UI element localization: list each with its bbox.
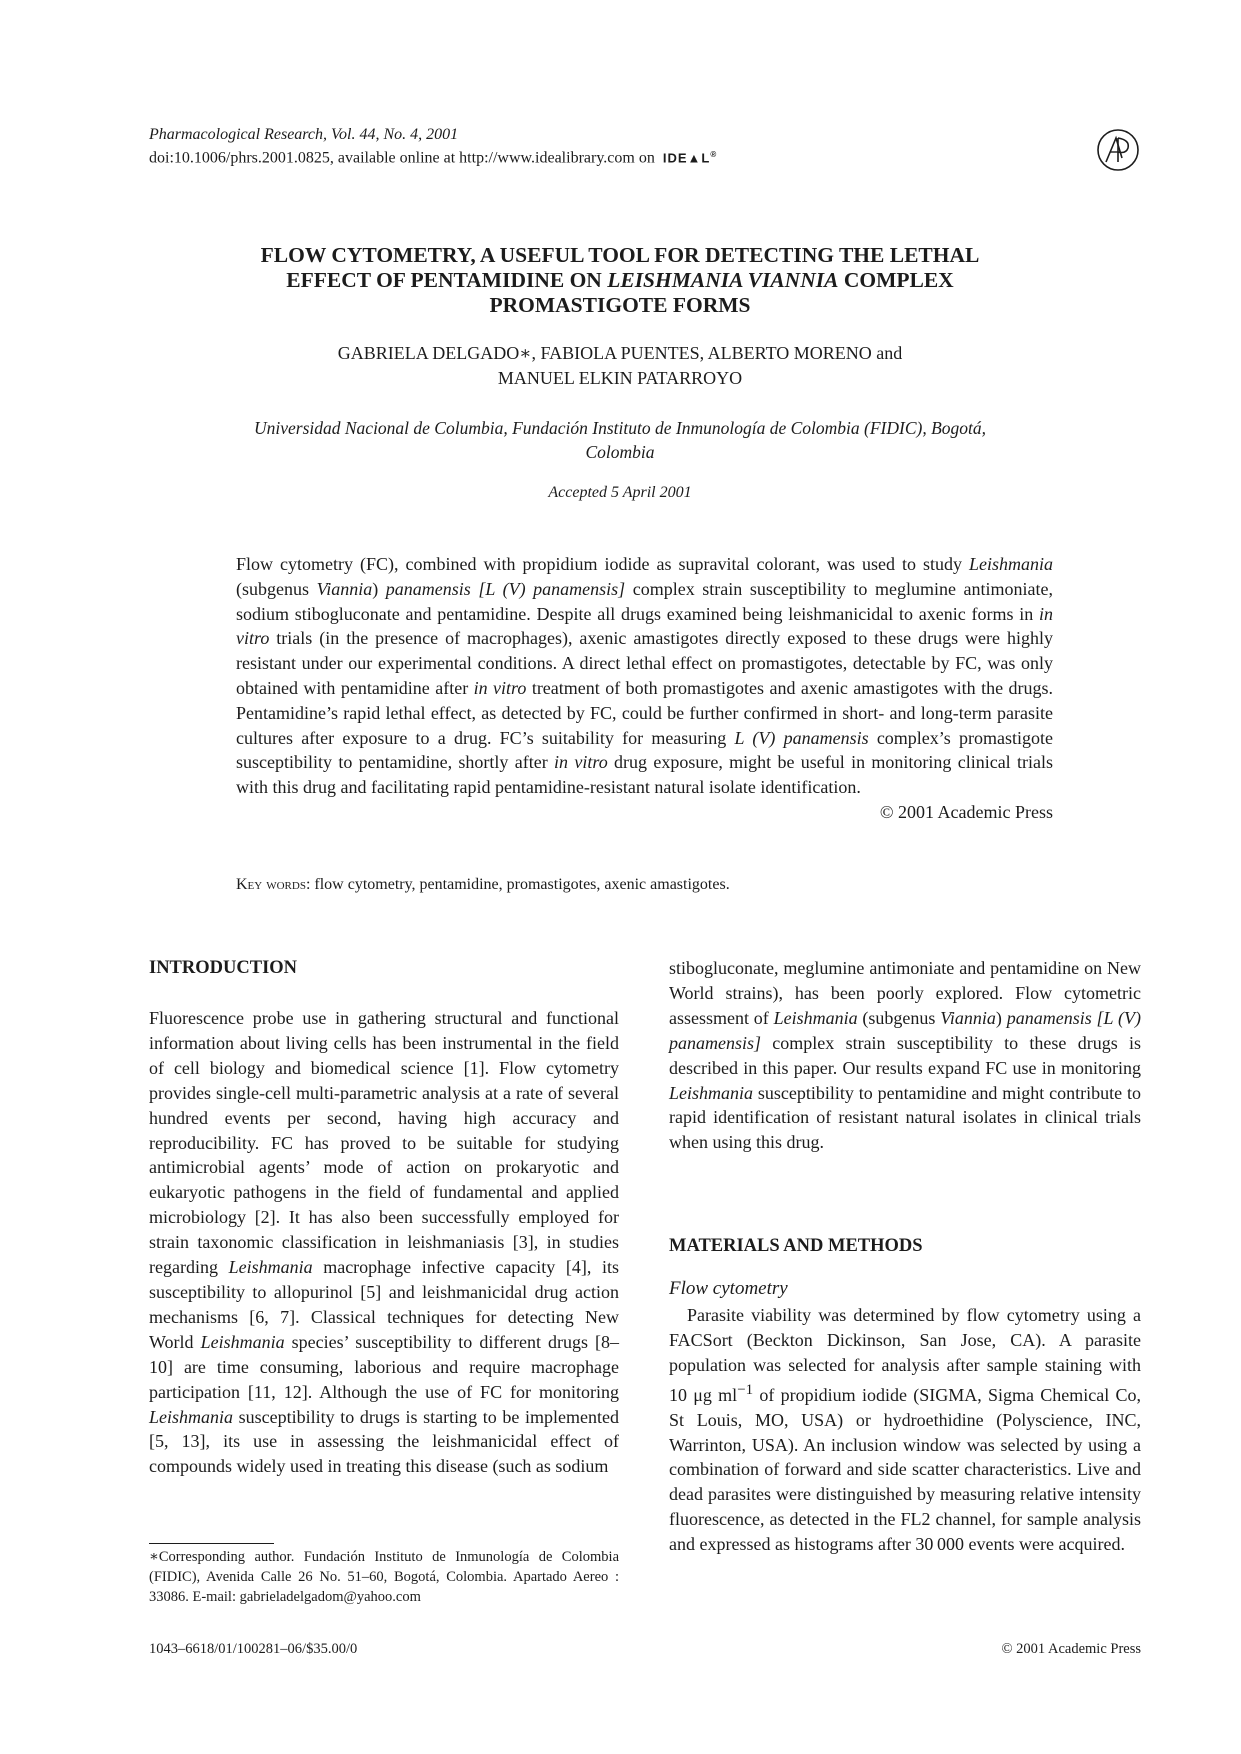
doi-text: doi:10.1006/phrs.2001.0825, available online at http://www.idealibrary.com on (149, 149, 655, 167)
introduction-paragraph: Fluorescence probe use in gathering structural and functional information about living cells has been instrumental in the field of cell biology and biomedical science [1]. Flow cytometry provides single-cell multi-parametric analysis at a rate of several hundred events per second, having high accuracy and reproducibility. FC has proved to be suitable for studying antimicrobial agents’ mode of action on prokaryotic and eukaryotic pathogens in the field of fundamental and applied microbiology [2]. It has also been successfully employed for strain taxonomic classification in leishmaniasis [3], in studies regarding Leishmania macrophage infective capacity [4], its susceptibility to allopurinol [5] and leishmanicidal drug action mechanisms [6, 7]. Classical techniques for detecting New World Leishmania species’ susceptibility to different drugs [8–10] are time consuming, laborious and require macrophage participation [11, 12]. Although the use of FC for monitoring Leishmania susceptibility to drugs is starting to be implemented [5, 13], its use in assessing the leishmanicidal effect of compounds widely used in treating this disease (such as sodium (149, 1008, 620, 1477)
footer-issn: 1043–6618/01/100281–06/$35.00/0 (149, 1641, 358, 1657)
title-line-3: PROMASTIGOTE FORMS (489, 293, 751, 317)
accepted-date: Accepted 5 April 2001 (548, 484, 692, 501)
introduction-body (149, 1006, 619, 1479)
title-genus: LEISHMANIA VIANNIA (607, 268, 839, 292)
title-line-2: EFFECT OF PENTAMIDINE ON LEISHMANIA VIANNIA COMPLEX (286, 268, 954, 292)
abstract-copyright: © 2001 Academic Press (879, 801, 1053, 822)
keywords (236, 875, 1053, 895)
ideal-logo-text: IDE▲L (662, 150, 711, 166)
paper-title (200, 243, 1040, 318)
introduction-heading: INTRODUCTION (149, 958, 298, 978)
introduction-continued (669, 956, 1141, 1155)
keywords-label: Key words (236, 876, 306, 893)
methods-heading: MATERIALS AND METHODS (669, 1236, 923, 1256)
authors-line-2: MANUEL ELKIN PATARROYO (497, 368, 743, 388)
ideal-logo: IDE▲L® (662, 150, 718, 166)
methods-subheading: Flow cytometry (669, 1278, 788, 1299)
methods-paragraph: Parasite viability was determined by flow cytometry using a FACSort (Beckton Dickinson, San Jose, CA). A parasite population was selected for analysis after sample staining with 10 μg $ml^{-1}$ of propidium iodide (SIGMA, Sigma Chemical Co, St Louis, MO, USA) or hydroethidine (Polyscience, INC, Warrinton, USA). An inclusion window was selected by using a combination of forward and side scatter characteristics. Live and dead parasites were distinguished by measuring relative intensity fluorescence, as detected in the FL2 channel, for sample analysis and expressed as histograms after 30 000 events were acquired. (669, 1305, 1141, 1555)
academic-press-logo (1096, 128, 1140, 172)
authors (200, 341, 1040, 391)
affiliation (180, 416, 1060, 464)
authors-line-1: GABRIELA DELGADO∗, FABIOLA PUENTES, ALBERTO MORENO and (337, 343, 903, 363)
footer-copyright: © 2001 Academic Press (1001, 1641, 1141, 1657)
footnote-rule (149, 1543, 274, 1544)
affiliation-line-2: Colombia (585, 442, 655, 462)
abstract (236, 552, 1053, 825)
doi-line (149, 145, 717, 168)
affiliation-line-1: Universidad Nacional de Columbia, Fundación Instituto de Inmunología de Colombia (FIDIC), Bogotá, (253, 418, 986, 438)
title-line-1: FLOW CYTOMETRY, A USEFUL TOOL FOR DETECTING THE LETHAL (260, 243, 980, 267)
methods-body (669, 1303, 1141, 1557)
corresponding-author-footnote: ∗Corresponding author. Fundación Instituto de Inmunología de Colombia (FIDIC), Avenida Calle 26 No. 51–60, Bogotá, Colombia. Apartado Aereo : 33086. E-mail: gabrieladelgadom@yahoo.com (149, 1549, 619, 1605)
journal-name: Pharmacological Research, Vol. 44, No. 4, 2001 (149, 126, 459, 143)
abstract-text: Flow cytometry (FC), combined with propidium iodide as supravital colorant, was used to study Leishmania (subgenus Viannia) panamensis [L (V) panamensis] complex strain susceptibility to meglumine antimoniate, sodium stibogluconate and pentamidine. Despite all drugs examined being leishmanicidal to axenic forms in in vitro trials (in the presence of macrophages), axenic amastigotes directly exposed to these drugs were highly resistant under our experimental conditions. A direct lethal effect on promastigotes, detectable by FC, was only obtained with pentamidine after in vitro treatment of both promastigotes and axenic amastigotes with the drugs. Pentamidine’s rapid lethal effect, as detected by FC, could be further confirmed in short- and long-term parasite cultures after exposure to a drug. FC’s suitability for measuring L (V) panamensis complex’s promastigote susceptibility to pentamidine, shortly after in vitro drug exposure, might be useful in monitoring clinical trials with this drug and facilitating rapid pentamidine-resistant natural isolate identification. (236, 554, 1053, 798)
journal-header (149, 125, 717, 168)
keywords-text: : flow cytometry, pentamidine, promastigotes, axenic amastigotes. (305, 876, 730, 893)
introduction-continued-paragraph: stibogluconate, meglumine antimoniate and pentamidine on New World strains), has been poorly explored. Flow cytometric assessment of Leishmania (subgenus Viannia) panamensis [L (V) panamensis] complex strain susceptibility to these drugs is described in this paper. Our results expand FC use in monitoring Leishmania susceptibility to pentamidine and might contribute to rapid identification of resistant natural isolates in clinical trials when using this drug. (669, 958, 1142, 1153)
